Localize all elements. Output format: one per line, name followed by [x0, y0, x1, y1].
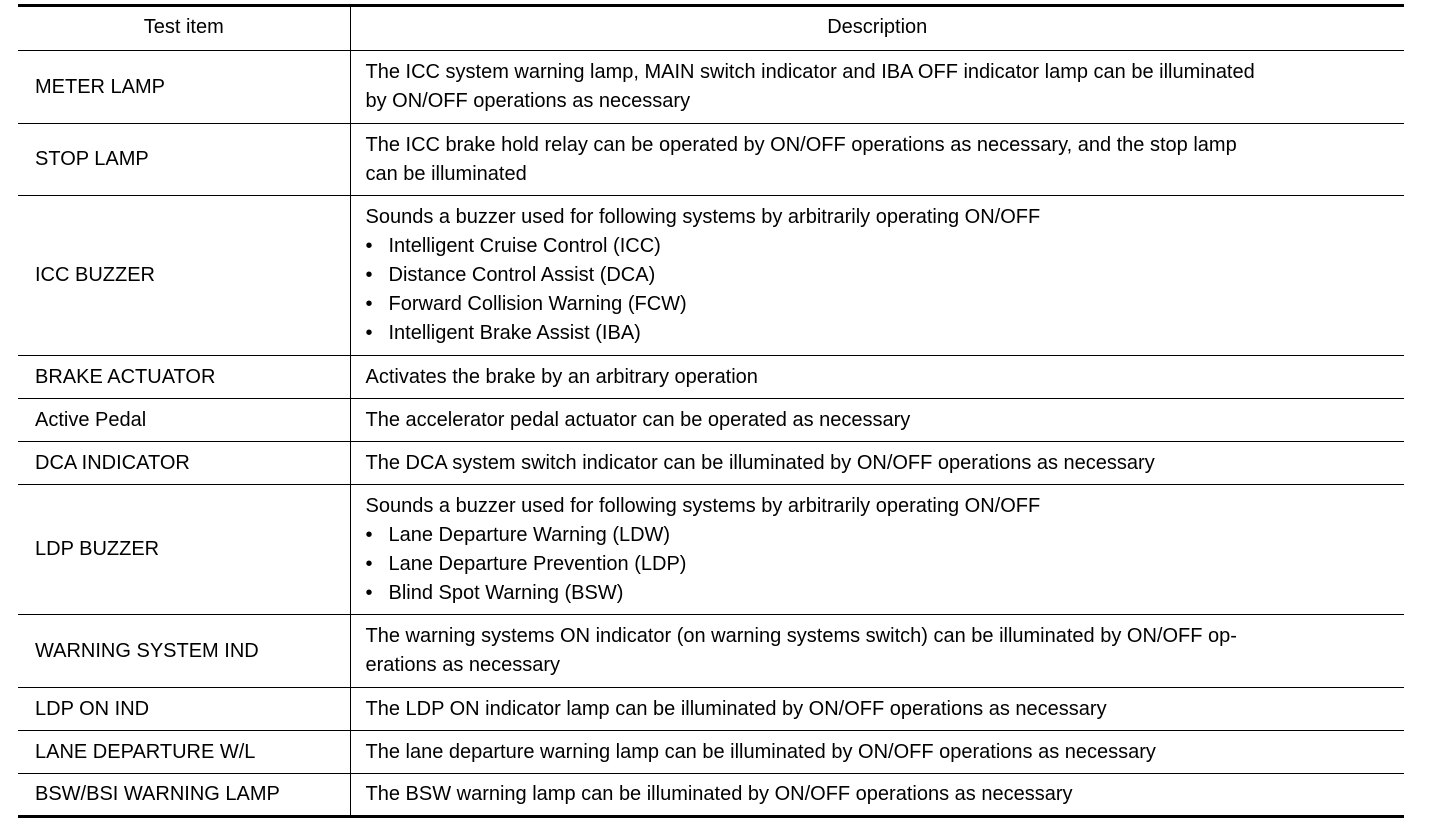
description-cell — [350, 356, 1404, 399]
bullet-item: • Lane Departure Warning (LDW) — [366, 521, 1395, 550]
test-item-cell: Active Pedal — [18, 399, 350, 442]
description-line: Activates the brake by an arbitrary operation — [365, 365, 758, 388]
test-item-cell: BRAKE ACTUATOR — [18, 356, 350, 399]
description-line: can be illuminated — [365, 162, 527, 185]
description-cell — [350, 485, 1404, 615]
description-text: Sounds a buzzer used for following systems by arbitrarily operating ON/OFF — [365, 494, 1041, 517]
header-row — [18, 6, 1404, 51]
description-cell — [350, 399, 1404, 442]
description-cell — [350, 774, 1404, 817]
description-line: The ICC system warning lamp, MAIN switch indicator and IBA OFF indicator lamp can be illuminated — [365, 61, 1255, 83]
description-line: by ON/OFF operations as necessary — [365, 90, 691, 112]
description-cell — [350, 124, 1404, 196]
table-row — [18, 485, 1404, 615]
table-row — [18, 442, 1404, 485]
table-row — [18, 356, 1404, 399]
description-cell — [350, 615, 1404, 688]
test-item-cell: WARNING SYSTEM IND — [18, 615, 350, 688]
header-test-item: Test item — [18, 6, 350, 51]
test-item-table — [18, 4, 1404, 818]
test-item-cell: ICC BUZZER — [18, 196, 350, 356]
bullet-item: • Lane Departure Prevention (LDP) — [366, 550, 1395, 579]
test-item-cell: LDP ON IND — [18, 688, 350, 731]
table-row — [18, 688, 1404, 731]
description-cell — [350, 731, 1404, 774]
description-cell — [350, 51, 1404, 124]
description-line: The BSW warning lamp can be illuminated by ON/OFF operations as necessary — [365, 783, 1073, 805]
description-text: Sounds a buzzer used for following systems by arbitrarily operating ON/OFF — [365, 206, 1041, 228]
description-line: The LDP ON indicator lamp can be illuminated by ON/OFF operations as necessary — [365, 697, 1107, 720]
description-cell — [350, 442, 1404, 485]
table-row — [18, 51, 1404, 124]
test-item-cell: BSW/BSI WARNING LAMP — [18, 774, 350, 817]
table-row — [18, 731, 1404, 774]
header-description: Description — [350, 6, 1404, 51]
description-line: The warning systems ON indicator (on warning systems switch) can be illuminated by ON/OFF op- — [365, 625, 1237, 647]
table-row — [18, 399, 1404, 442]
test-item-cell: DCA INDICATOR — [18, 442, 350, 485]
table-row — [18, 124, 1404, 196]
bullet-item: • Intelligent Brake Assist (IBA) — [366, 319, 1395, 348]
table-row — [18, 196, 1404, 356]
test-item-cell: LANE DEPARTURE W/L — [18, 731, 350, 774]
test-item-cell: METER LAMP — [18, 51, 350, 124]
bullet-item: • Blind Spot Warning (BSW) — [366, 579, 1395, 608]
description-line: erations as necessary — [365, 654, 561, 676]
description-cell — [350, 196, 1404, 356]
bullet-item: • Forward Collision Warning (FCW) — [366, 290, 1395, 319]
bullet-item: • Distance Control Assist (DCA) — [366, 261, 1395, 290]
table-row — [18, 774, 1404, 817]
bullet-item: • Intelligent Cruise Control (ICC) — [366, 232, 1395, 261]
description-cell — [350, 688, 1404, 731]
table-row — [18, 615, 1404, 688]
test-item-cell: STOP LAMP — [18, 124, 350, 196]
description-line: The ICC brake hold relay can be operated by ON/OFF operations as necessary, and the stop lamp — [365, 133, 1237, 156]
test-item-cell: LDP BUZZER — [18, 485, 350, 615]
description-line: The DCA system switch indicator can be illuminated by ON/OFF operations as necessary — [365, 451, 1155, 474]
description-line: The accelerator pedal actuator can be operated as necessary — [365, 408, 911, 431]
description-line: The lane departure warning lamp can be illuminated by ON/OFF operations as necessary — [365, 740, 1156, 763]
